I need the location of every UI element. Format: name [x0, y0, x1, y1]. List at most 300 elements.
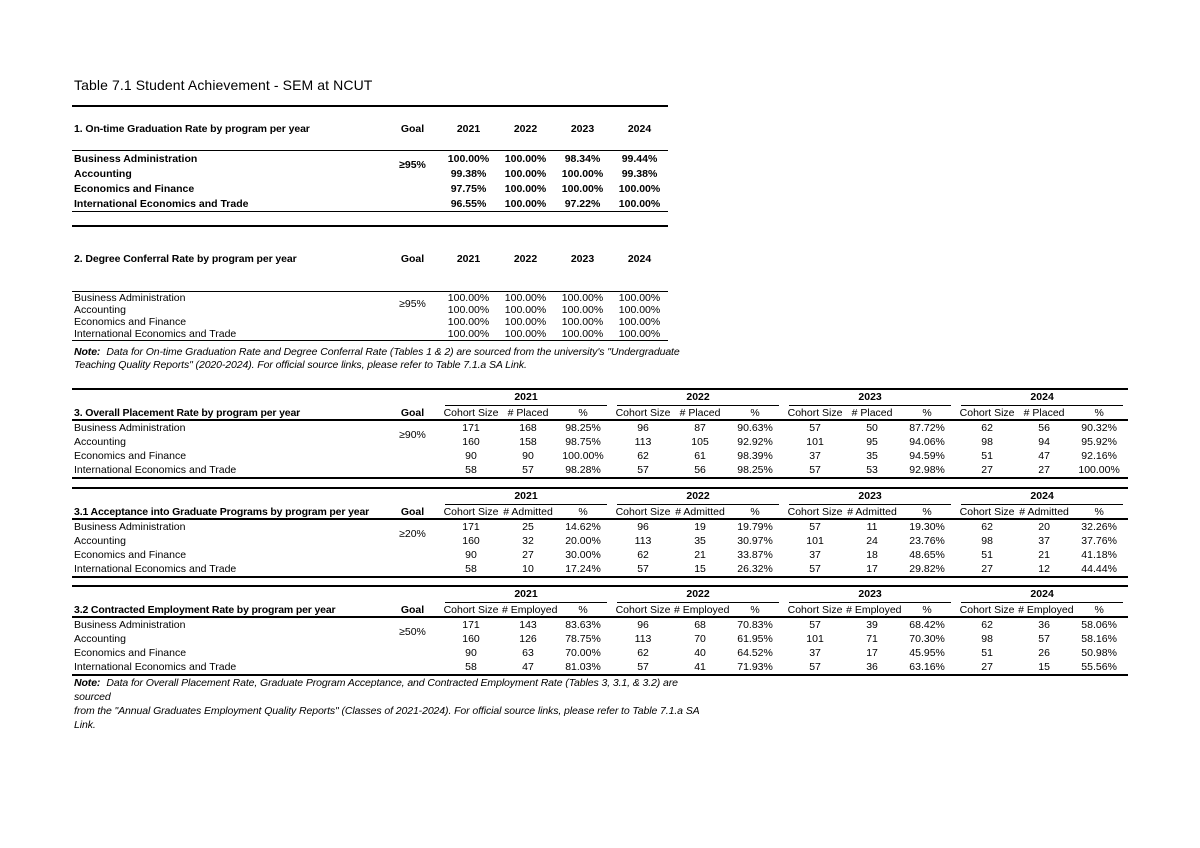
value-cell: 37	[809, 450, 821, 462]
subheader-cell: %	[898, 406, 956, 420]
subheader-cell: # Placed	[846, 406, 898, 420]
value-cell: 97.22%	[564, 197, 601, 210]
value-cell: 10	[522, 563, 534, 575]
program-cell: Accounting	[74, 167, 132, 180]
table-row	[72, 151, 668, 167]
value-cell: 70.83%	[737, 619, 773, 631]
value-cell: 56	[694, 464, 706, 476]
value-cell: 19.79%	[737, 521, 773, 533]
value-cell: 99.44%	[621, 152, 658, 165]
value-cell: 98	[981, 633, 993, 645]
section-title-cell: 3.1 Acceptance into Graduate Programs by program per year	[72, 488, 385, 519]
value-cell: 35	[694, 535, 706, 547]
program-cell: Accounting	[74, 535, 126, 547]
year-header-cell	[956, 586, 1128, 603]
value-cell: 45.95%	[909, 647, 945, 659]
program-cell: International Economics and Trade	[74, 464, 237, 476]
value-cell: 92.92%	[737, 436, 773, 448]
value-cell: 23.76%	[909, 535, 945, 547]
value-cell: 70.00%	[565, 647, 601, 659]
value-cell: 96	[637, 619, 649, 631]
subheader-cell: Cohort Size	[440, 505, 502, 519]
program-cell: International Economics and Trade	[74, 197, 249, 210]
goal-value-cell: ≥95%	[399, 159, 426, 171]
value-cell: 96.55%	[450, 197, 487, 210]
value-cell: 71	[866, 633, 878, 645]
table-row	[72, 420, 1128, 435]
program-cell: Economics and Finance	[74, 316, 187, 328]
subheader-cell: %	[554, 406, 612, 420]
value-cell: 57	[809, 563, 821, 575]
year-header-cell	[784, 488, 956, 505]
year-header-cell	[612, 488, 784, 505]
table-header-row	[72, 106, 668, 151]
value-cell: 98.25%	[737, 464, 773, 476]
value-cell: 53	[866, 464, 878, 476]
value-cell: 58.16%	[1081, 633, 1117, 645]
goal-header-cell: Goal	[385, 106, 440, 151]
table-row	[72, 304, 668, 316]
value-cell: 100.00%	[618, 304, 661, 316]
subheader-cell: Cohort Size	[956, 406, 1018, 420]
value-cell: 19.30%	[909, 521, 945, 533]
overall-placement-table	[72, 388, 1128, 479]
year-header-cell: 2023	[554, 226, 611, 292]
value-cell: 37	[809, 647, 821, 659]
value-cell: 30.00%	[565, 549, 601, 561]
subheader-cell: Cohort Size	[612, 406, 674, 420]
note-text: Data for On-time Graduation Rate and Degree Conferral Rate (Tables 1 & 2) are sourced from the university's "Undergraduate	[106, 346, 680, 358]
note-line	[74, 676, 714, 704]
year-label: 2021	[445, 587, 607, 603]
value-cell: 105	[691, 436, 709, 448]
value-cell: 171	[462, 619, 480, 631]
value-cell: 20	[1038, 521, 1050, 533]
table-row	[72, 196, 668, 212]
table-row	[72, 328, 668, 341]
value-cell: 96	[637, 521, 649, 533]
value-cell: 36	[866, 661, 878, 673]
program-cell: Accounting	[74, 436, 126, 448]
program-cell: Business Administration	[74, 422, 186, 434]
value-cell: 100.00%	[447, 304, 490, 316]
value-cell: 48.65%	[909, 549, 945, 561]
value-cell: 98	[981, 436, 993, 448]
value-cell: 29.82%	[909, 563, 945, 575]
value-cell: 113	[634, 633, 652, 645]
value-cell: 21	[1038, 549, 1050, 561]
value-cell: 35	[866, 450, 878, 462]
subheader-cell: %	[554, 505, 612, 519]
value-cell: 160	[462, 535, 480, 547]
value-cell: 64.52%	[737, 647, 773, 659]
value-cell: 61	[694, 450, 706, 462]
value-cell: 32.26%	[1081, 521, 1117, 533]
value-cell: 27	[981, 464, 993, 476]
value-cell: 160	[462, 436, 480, 448]
section-title-cell: 3.2 Contracted Employment Rate by program per year	[72, 586, 385, 617]
value-cell: 37	[1038, 535, 1050, 547]
value-cell: 18	[866, 549, 878, 561]
table-row	[72, 463, 1128, 478]
value-cell: 100.00%	[504, 152, 547, 165]
value-cell: 55.56%	[1081, 661, 1117, 673]
year-header-cell	[612, 586, 784, 603]
subheader-cell: # Admitted	[675, 505, 725, 518]
program-cell: Business Administration	[74, 619, 186, 631]
value-cell: 100.00%	[561, 182, 604, 195]
table-row	[72, 646, 1128, 660]
note-line: from the "Annual Graduates Employment Quality Reports" (Classes of 2021-2024). For official source links, please refer to Table 7.1.a SA	[74, 705, 700, 717]
value-cell: 57	[522, 464, 534, 476]
value-cell: 101	[806, 535, 824, 547]
table-row	[72, 166, 668, 181]
value-cell: 83.63%	[565, 619, 601, 631]
note-tables-1-2	[74, 346, 714, 372]
program-cell: Economics and Finance	[74, 182, 195, 195]
value-cell: 62	[981, 619, 993, 631]
value-cell: 97.75%	[450, 182, 487, 195]
value-cell: 37.76%	[1081, 535, 1117, 547]
table-row	[72, 181, 668, 196]
subheader-cell: %	[726, 603, 784, 617]
year-label: 2021	[445, 390, 607, 406]
value-cell: 100.00%	[504, 182, 547, 195]
year-header-row	[72, 586, 1128, 603]
value-cell: 57	[1038, 633, 1050, 645]
subheader-cell: # Employed	[502, 603, 558, 616]
value-cell: 32	[522, 535, 534, 547]
value-cell: 26	[1038, 647, 1050, 659]
value-cell: 98.39%	[737, 450, 773, 462]
program-cell: International Economics and Trade	[74, 563, 237, 575]
value-cell: 36	[1038, 619, 1050, 631]
year-header-row	[72, 389, 1128, 406]
value-cell: 58.06%	[1081, 619, 1117, 631]
program-cell: Business Administration	[74, 152, 198, 165]
year-header-cell: 2022	[497, 226, 554, 292]
value-cell: 98.75%	[565, 436, 601, 448]
note-line: Teaching Quality Reports" (2020-2024). For official source links, please refer to Table 7.1.a SA Link.	[74, 359, 527, 371]
year-header-cell	[956, 389, 1128, 406]
on-time-graduation-table	[72, 105, 668, 212]
value-cell: 62	[637, 647, 649, 659]
value-cell: 100.00%	[447, 152, 490, 165]
value-cell: 101	[806, 633, 824, 645]
note-label: Note:	[74, 346, 101, 358]
section-title-cell: 2. Degree Conferral Rate by program per year	[72, 226, 385, 292]
goal-value-cell: ≥95%	[399, 298, 426, 310]
year-label: 2023	[789, 587, 951, 603]
goal-value-cell: ≥90%	[399, 429, 426, 441]
subheader-cell: %	[1070, 603, 1128, 617]
value-cell: 95.92%	[1081, 436, 1117, 448]
page-title: Table 7.1 Student Achievement - SEM at NCUT	[74, 77, 373, 93]
value-cell: 90	[522, 450, 534, 462]
subheader-cell: # Placed	[674, 406, 726, 420]
value-cell: 87	[694, 422, 706, 434]
program-cell: International Economics and Trade	[74, 661, 237, 673]
value-cell: 58	[465, 661, 477, 673]
value-cell: 37	[809, 549, 821, 561]
subheader-cell: # Employed	[674, 603, 730, 616]
table-row	[72, 292, 668, 305]
year-header-cell	[440, 488, 612, 505]
year-label: 2024	[961, 489, 1123, 505]
value-cell: 68.42%	[909, 619, 945, 631]
value-cell: 171	[462, 521, 480, 533]
year-header-cell	[956, 488, 1128, 505]
year-label: 2022	[617, 390, 779, 406]
value-cell: 19	[694, 521, 706, 533]
value-cell: 14.62%	[565, 521, 601, 533]
value-cell: 15	[1038, 661, 1050, 673]
value-cell: 70	[694, 633, 706, 645]
year-label: 2022	[617, 587, 779, 603]
value-cell: 58	[465, 563, 477, 575]
value-cell: 27	[981, 661, 993, 673]
subheader-cell: %	[1070, 505, 1128, 519]
year-header-cell	[784, 389, 956, 406]
value-cell: 57	[809, 521, 821, 533]
year-label: 2022	[617, 489, 779, 505]
year-header-cell	[440, 389, 612, 406]
value-cell: 98.28%	[565, 464, 601, 476]
value-cell: 100.00%	[561, 304, 604, 316]
value-cell: 100.00%	[618, 182, 661, 195]
year-header-cell: 2022	[497, 106, 554, 151]
value-cell: 57	[637, 563, 649, 575]
value-cell: 15	[694, 563, 706, 575]
program-cell: Economics and Finance	[74, 549, 187, 561]
value-cell: 100.00%	[447, 328, 490, 340]
table-row	[72, 316, 668, 328]
table-row	[72, 562, 1128, 577]
value-cell: 57	[809, 661, 821, 673]
value-cell: 63	[522, 647, 534, 659]
year-header-cell: 2024	[611, 106, 668, 151]
value-cell: 126	[519, 633, 537, 645]
value-cell: 57	[809, 464, 821, 476]
subheader-cell: # Admitted	[503, 505, 553, 518]
subheader-cell: # Admitted	[847, 505, 897, 518]
contracted-employment-table	[72, 585, 1128, 676]
value-cell: 96	[637, 422, 649, 434]
section-title-cell: 3. Overall Placement Rate by program per year	[72, 389, 385, 420]
value-cell: 90.63%	[737, 422, 773, 434]
value-cell: 50	[866, 422, 878, 434]
value-cell: 70.30%	[909, 633, 945, 645]
value-cell: 100.00%	[504, 167, 547, 180]
year-header-cell	[440, 586, 612, 603]
table-row	[72, 534, 1128, 548]
value-cell: 100.00%	[561, 328, 604, 340]
year-label: 2023	[789, 390, 951, 406]
value-cell: 25	[522, 521, 534, 533]
year-label: 2021	[445, 489, 607, 505]
year-header-cell: 2021	[440, 106, 497, 151]
value-cell: 100.00%	[504, 316, 547, 328]
value-cell: 62	[637, 549, 649, 561]
degree-conferral-table	[72, 225, 668, 341]
value-cell: 57	[809, 422, 821, 434]
program-cell: Economics and Finance	[74, 450, 187, 462]
value-cell: 56	[1038, 422, 1050, 434]
value-cell: 100.00%	[561, 292, 604, 304]
table-row	[72, 548, 1128, 562]
subheader-cell: %	[554, 603, 612, 617]
value-cell: 51	[981, 647, 993, 659]
program-cell: Economics and Finance	[74, 647, 187, 659]
value-cell: 160	[462, 633, 480, 645]
goal-header-cell: Goal	[385, 488, 440, 519]
value-cell: 90	[465, 647, 477, 659]
table-row	[72, 449, 1128, 463]
value-cell: 50.98%	[1081, 647, 1117, 659]
value-cell: 58	[465, 464, 477, 476]
table-row	[72, 435, 1128, 449]
value-cell: 100.00%	[504, 328, 547, 340]
value-cell: 26.32%	[737, 563, 773, 575]
value-cell: 30.97%	[737, 535, 773, 547]
value-cell: 62	[981, 422, 993, 434]
value-cell: 81.03%	[565, 661, 601, 673]
value-cell: 61.95%	[737, 633, 773, 645]
program-cell: Accounting	[74, 633, 126, 645]
goal-header-cell: Goal	[385, 226, 440, 292]
value-cell: 63.16%	[909, 661, 945, 673]
value-cell: 171	[462, 422, 480, 434]
year-label: 2023	[789, 489, 951, 505]
value-cell: 47	[522, 661, 534, 673]
value-cell: 100.00%	[618, 197, 661, 210]
value-cell: 99.38%	[621, 167, 658, 180]
value-cell: 95	[866, 436, 878, 448]
value-cell: 100.00%	[618, 316, 661, 328]
table-header-row	[72, 226, 668, 292]
subheader-cell: # Placed	[1018, 406, 1070, 420]
note-tables-3	[74, 676, 714, 732]
subheader-cell: # Admitted	[1019, 505, 1069, 518]
value-cell: 98.25%	[565, 422, 601, 434]
year-header-row	[72, 488, 1128, 505]
value-cell: 100.00%	[618, 292, 661, 304]
year-header-cell	[612, 389, 784, 406]
value-cell: 20.00%	[565, 535, 601, 547]
subheader-cell: # Employed	[1018, 603, 1074, 616]
year-label: 2024	[961, 390, 1123, 406]
program-cell: International Economics and Trade	[74, 328, 237, 340]
value-cell: 92.16%	[1081, 450, 1117, 462]
value-cell: 113	[634, 436, 652, 448]
value-cell: 12	[1038, 563, 1050, 575]
value-cell: 100.00%	[447, 292, 490, 304]
table-row	[72, 519, 1128, 534]
value-cell: 51	[981, 450, 993, 462]
value-cell: 143	[519, 619, 537, 631]
value-cell: 99.38%	[450, 167, 487, 180]
value-cell: 27	[981, 563, 993, 575]
value-cell: 98	[981, 535, 993, 547]
subheader-cell: Cohort Size	[784, 406, 846, 420]
table-row	[72, 660, 1128, 675]
subheader-cell: %	[898, 603, 956, 617]
value-cell: 21	[694, 549, 706, 561]
value-cell: 87.72%	[909, 422, 945, 434]
value-cell: 57	[809, 619, 821, 631]
program-cell: Business Administration	[74, 292, 186, 304]
subheader-cell: %	[1070, 406, 1128, 420]
value-cell: 51	[981, 549, 993, 561]
value-cell: 100.00%	[504, 197, 547, 210]
year-header-cell: 2024	[611, 226, 668, 292]
program-cell: Accounting	[74, 304, 126, 316]
value-cell: 168	[519, 422, 537, 434]
value-cell: 24	[866, 535, 878, 547]
value-cell: 100.00%	[618, 328, 661, 340]
value-cell: 98.34%	[564, 152, 601, 165]
note-label: Note:	[74, 677, 101, 689]
section-title-cell: 1. On-time Graduation Rate by program per year	[72, 106, 385, 151]
value-cell: 33.87%	[737, 549, 773, 561]
value-cell: 101	[806, 436, 824, 448]
value-cell: 90	[465, 450, 477, 462]
graduate-acceptance-table	[72, 487, 1128, 578]
value-cell: 27	[522, 549, 534, 561]
year-header-cell: 2023	[554, 106, 611, 151]
year-label: 2024	[961, 587, 1123, 603]
year-header-cell: 2021	[440, 226, 497, 292]
subheader-cell: # Placed	[502, 406, 554, 420]
subheader-cell: # Employed	[846, 603, 902, 616]
value-cell: 94.06%	[909, 436, 945, 448]
subheader-cell: %	[726, 406, 784, 420]
value-cell: 57	[637, 661, 649, 673]
goal-value-cell: ≥50%	[399, 626, 426, 638]
subheader-cell: Cohort Size	[956, 603, 1018, 617]
value-cell: 92.98%	[909, 464, 945, 476]
subheader-cell: %	[726, 505, 784, 519]
value-cell: 100.00%	[504, 292, 547, 304]
value-cell: 94.59%	[909, 450, 945, 462]
note-text: Data for Overall Placement Rate, Graduate Program Acceptance, and Contracted Employment Rate (Tables 3, 3.1, & 3.2) are sourced	[74, 677, 678, 703]
value-cell: 27	[1038, 464, 1050, 476]
value-cell: 41.18%	[1081, 549, 1117, 561]
table-row	[72, 632, 1128, 646]
year-header-cell	[784, 586, 956, 603]
value-cell: 62	[981, 521, 993, 533]
subheader-cell: Cohort Size	[784, 603, 846, 617]
note-line: Link.	[74, 719, 96, 731]
subheader-cell: Cohort Size	[440, 406, 502, 420]
value-cell: 71.93%	[737, 661, 773, 673]
value-cell: 47	[1038, 450, 1050, 462]
value-cell: 113	[634, 535, 652, 547]
subheader-cell: Cohort Size	[612, 505, 674, 519]
subheader-cell: Cohort Size	[440, 603, 502, 617]
value-cell: 90.32%	[1081, 422, 1117, 434]
value-cell: 100.00%	[447, 316, 490, 328]
goal-header-cell: Goal	[385, 586, 440, 617]
value-cell: 100.00%	[1078, 464, 1120, 476]
value-cell: 68	[694, 619, 706, 631]
value-cell: 11	[866, 521, 878, 533]
note-line	[74, 346, 714, 359]
value-cell: 41	[694, 661, 706, 673]
value-cell: 78.75%	[565, 633, 601, 645]
value-cell: 100.00%	[562, 450, 604, 462]
value-cell: 39	[866, 619, 878, 631]
